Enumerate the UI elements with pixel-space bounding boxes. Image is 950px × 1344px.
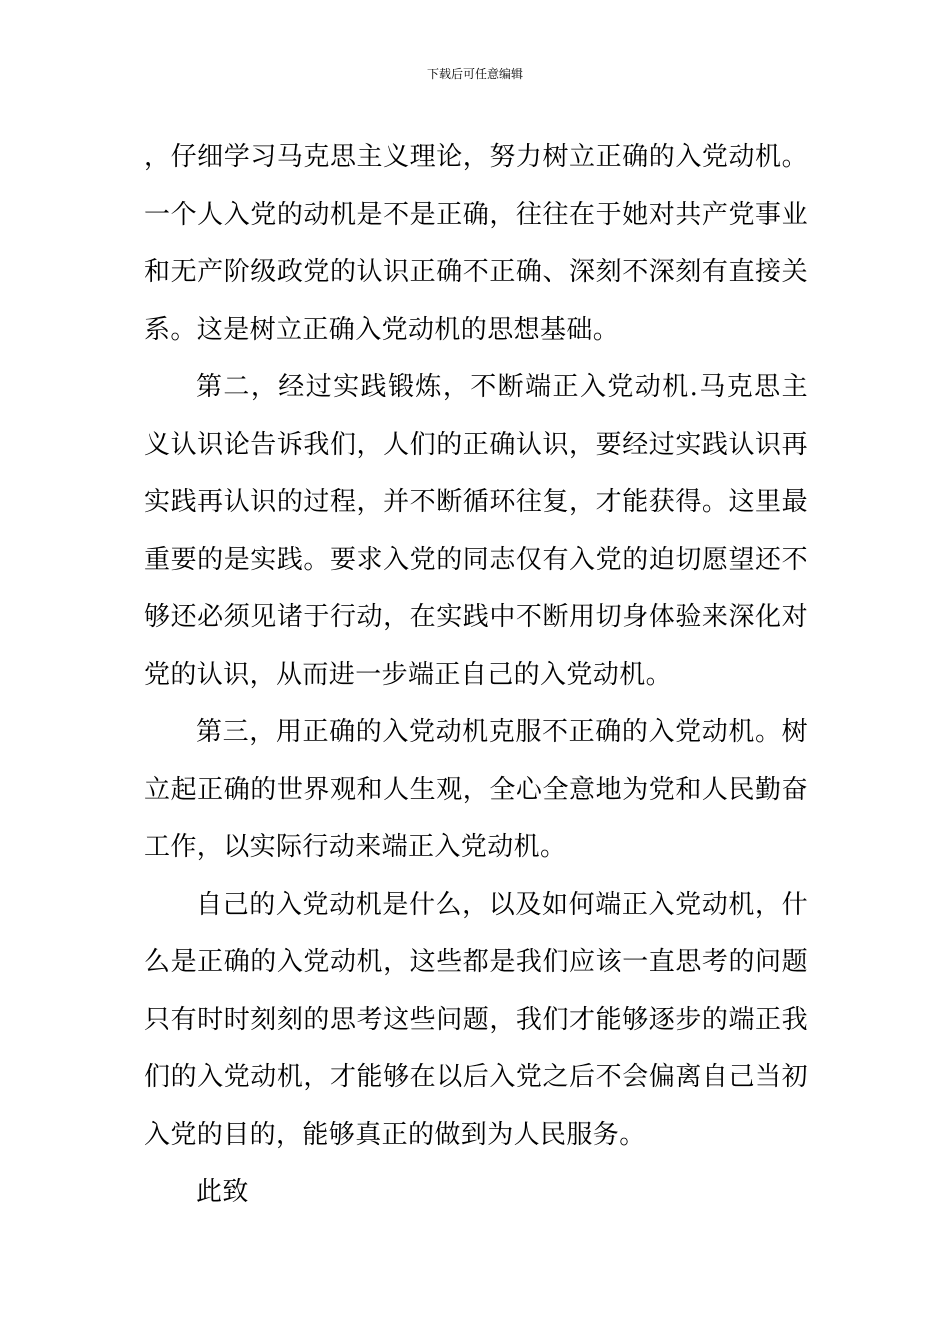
closing-salutation: 此致 (196, 1177, 249, 1207)
paragraph-1: ，仔细学习马克思主义理论，努力树立正确的入党动机。一个人入党的动机是不是正确，往往在于她对共产党事业和无产阶级政党的认识正确不正确、深刻不深刻有直接关系。这是树立正确入党动机的思想基础。 (144, 142, 808, 345)
paragraph-3: 第三，用正确的入党动机克服不正确的入党动机。树立起正确的世界观和人生观，全心全意地为党和人民勤奋工作，以实际行动来端正入党动机。 (144, 717, 808, 862)
document-body (144, 129, 808, 1222)
paragraph-4: 自己的入党动机是什么，以及如何端正入党动机，什么是正确的入党动机，这些都是我们应该一直思考的问题只有时时刻刻的思考这些问题，我们才能够逐步的端正我们的入党动机，才能够在以后入党之后不会偏离自己当初入党的目的，能够真正的做到为人民服务。 (144, 889, 808, 1150)
page-header: 下载后可任意编辑 (426, 67, 523, 81)
paragraph-2: 第二，经过实践锻炼，不断端正入党动机.马克思主义认识论告诉我们，人们的正确认识，要经过实践认识再实践再认识的过程，并不断循环往复，才能获得。这里最重要的是实践。要求入党的同志仅有入党的迫切愿望还不够还必须见诸于行动，在实践中不断用切身体验来深化对党的认识，从而进一步端正自己的入党动机。 (144, 372, 808, 690)
